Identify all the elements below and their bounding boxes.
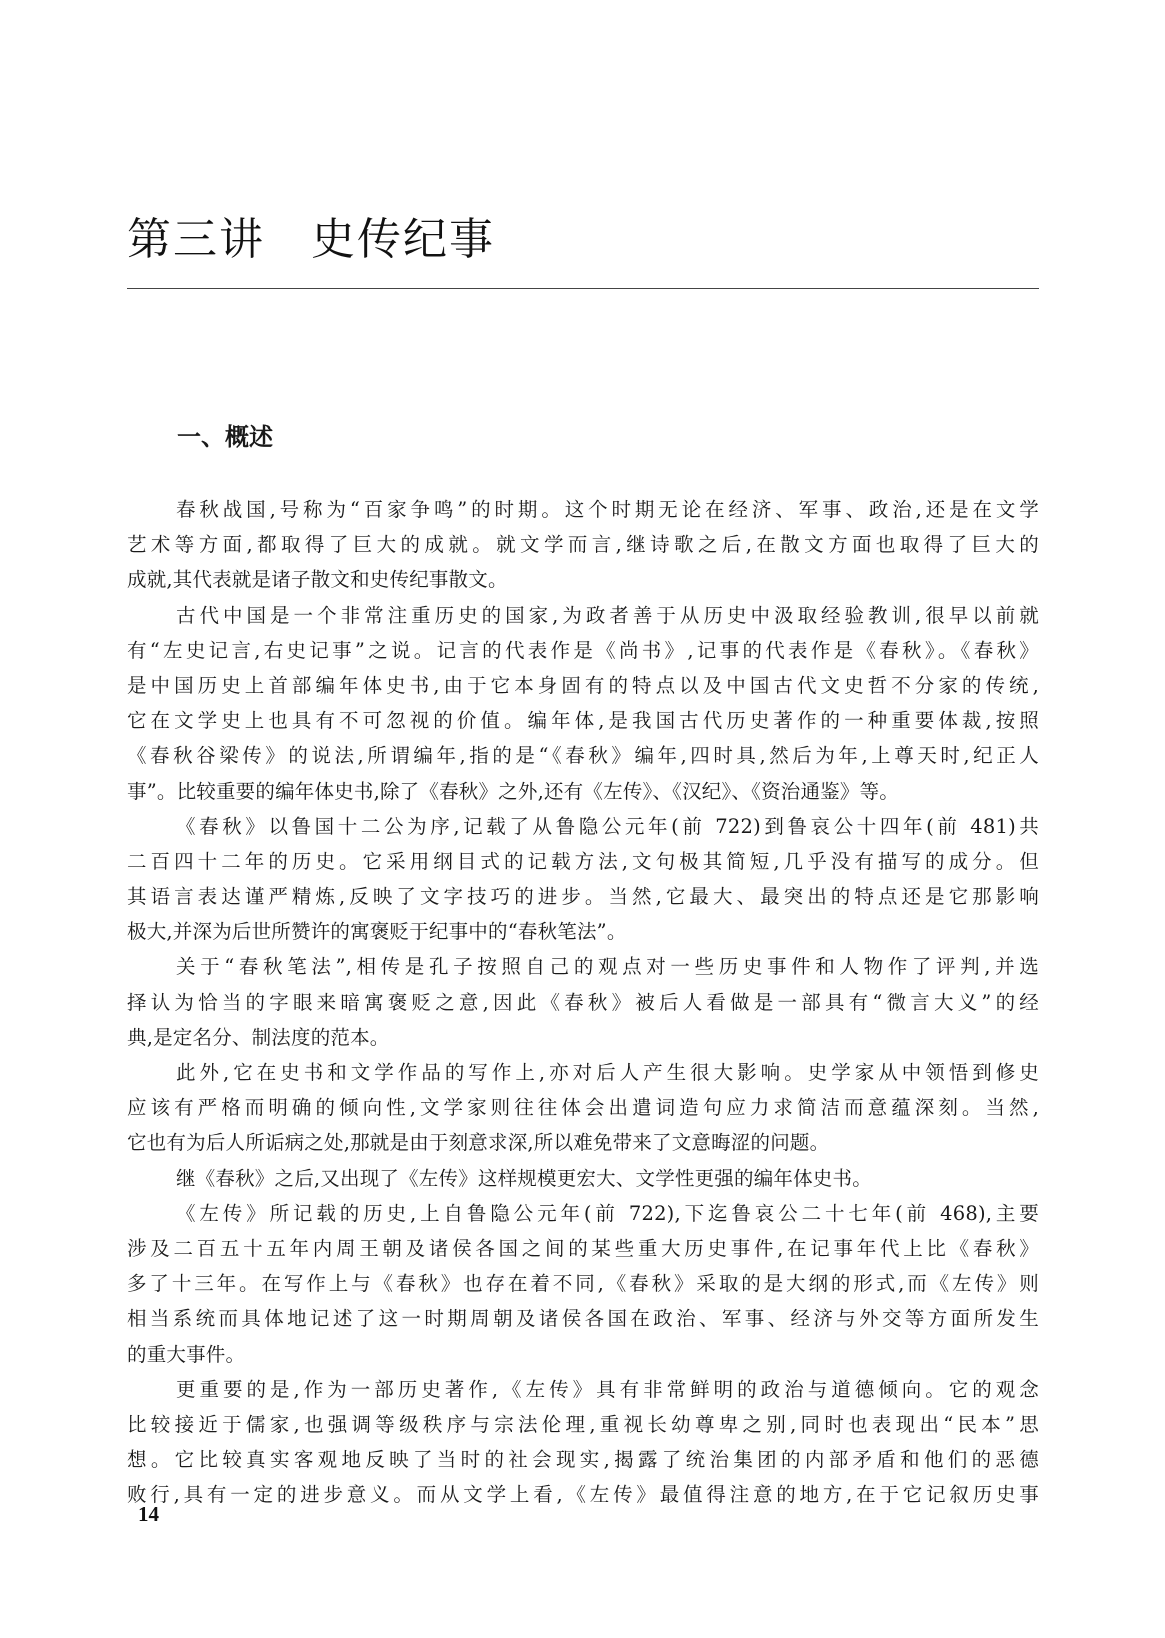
text-line: 它也有为后人所诟病之处,那就是由于刻意求深,所以难免带来了文意晦涩的问题。: [127, 1131, 830, 1155]
chapter-title: 第三讲 史传纪事: [127, 214, 495, 265]
title-divider: [127, 288, 1039, 289]
text-line: 是中国历史上首部编年体史书,由于它本身固有的特点以及中国古代文史哲不分家的传统,: [127, 673, 1039, 697]
paragraph-first-line: 《左传》所记载的历史,上自鲁隐公元年(前 722),下迄鲁哀公二十七年(前 468),主要: [176, 1201, 1039, 1225]
text-line: 择认为恰当的字眼来暗寓褒贬之意,因此《春秋》被后人看做是一部具有“微言大义”的经: [127, 990, 1039, 1014]
paragraph-first-line: 古代中国是一个非常注重历史的国家,为政者善于从历史中汲取经验教训,很早以前就: [176, 603, 1039, 627]
text-line: 它在文学史上也具有不可忽视的价值。编年体,是我国古代历史著作的一种重要体裁,按照: [127, 709, 1039, 733]
text-line: 相当系统而具体地记述了这一时期周朝及诸侯各国在政治、军事、经济与外交等方面所发生: [127, 1307, 1039, 1331]
text-line: 极大,并深为后世所赞许的寓褒贬于纪事中的“春秋笔法”。: [127, 920, 627, 944]
paragraph-first-line: 更重要的是,作为一部历史著作,《左传》具有非常鲜明的政治与道德倾向。它的观念: [176, 1377, 1039, 1401]
paragraph-first-line: 关于“春秋笔法”,相传是孔子按照自己的观点对一些历史事件和人物作了评判,并选: [176, 955, 1039, 979]
text-line: 艺术等方面,都取得了巨大的成就。就文学而言,继诗歌之后,在散文方面也取得了巨大的: [127, 533, 1039, 557]
text-line: 涉及二百五十五年内周王朝及诸侯各国之间的某些重大历史事件,在记事年代上比《春秋》: [127, 1236, 1039, 1260]
text-line: 应该有严格而明确的倾向性,文学家则往往体会出遣词造句应力求简洁而意蕴深刻。当然,: [127, 1096, 1039, 1120]
paragraph-first-line: 此外,它在史书和文学作品的写作上,亦对后人产生很大影响。史学家从中领悟到修史: [176, 1061, 1039, 1084]
text-line: 《春秋谷梁传》的说法,所谓编年,指的是“《春秋》编年,四时具,然后为年,上尊天时,纪正人: [127, 744, 1039, 768]
paragraph-first-line: 春秋战国,号称为“百家争鸣”的时期。这个时期无论在经济、军事、政治,还是在文学: [176, 498, 1039, 521]
paragraph-first-line: 《春秋》以鲁国十二公为序,记载了从鲁隐公元年(前 722)到鲁哀公十四年(前 481)共: [176, 814, 1039, 838]
text-line: 比较接近于儒家,也强调等级秩序与宗法伦理,重视长幼尊卑之别,同时也表现出“民本”思: [127, 1412, 1039, 1436]
text-line: 的重大事件。: [127, 1342, 246, 1366]
text-line: 多了十三年。在写作上与《春秋》也存在着不同,《春秋》采取的是大纲的形式,而《左传》则: [127, 1272, 1039, 1296]
page-number: 14: [138, 1502, 159, 1526]
text-line: 二百四十二年的历史。它采用纲目式的记载方法,文句极其简短,几乎没有描写的成分。但: [127, 849, 1039, 873]
text-line: 成就,其代表就是诸子散文和史传纪事散文。: [127, 568, 508, 592]
text-line: 其语言表达谨严精炼,反映了文字技巧的进步。当然,它最大、最突出的特点还是它那影响: [127, 885, 1039, 909]
text-line: 有“左史记言,右史记事”之说。记言的代表作是《尚书》,记事的代表作是《春秋》。《春秋》: [127, 638, 1039, 662]
text-line: 败行,具有一定的进步意义。而从文学上看,《左传》最值得注意的地方,在于它记叙历史事: [127, 1483, 1039, 1507]
text-line: 典,是定名分、制法度的范本。: [127, 1025, 390, 1049]
paragraph-first-line: 继《春秋》之后,又出现了《左传》这样规模更宏大、文学性更强的编年体史书。: [176, 1166, 872, 1190]
body-text: [127, 492, 1039, 1512]
text-line: 想。它比较真实客观地反映了当时的社会现实,揭露了统治集团的内部矛盾和他们的恶德: [127, 1448, 1039, 1472]
section-heading: 一、概述: [177, 423, 273, 451]
text-line: 事”。比较重要的编年体史书,除了《春秋》之外,还有《左传》、《汉纪》、《资治通鉴》等。: [127, 779, 899, 803]
